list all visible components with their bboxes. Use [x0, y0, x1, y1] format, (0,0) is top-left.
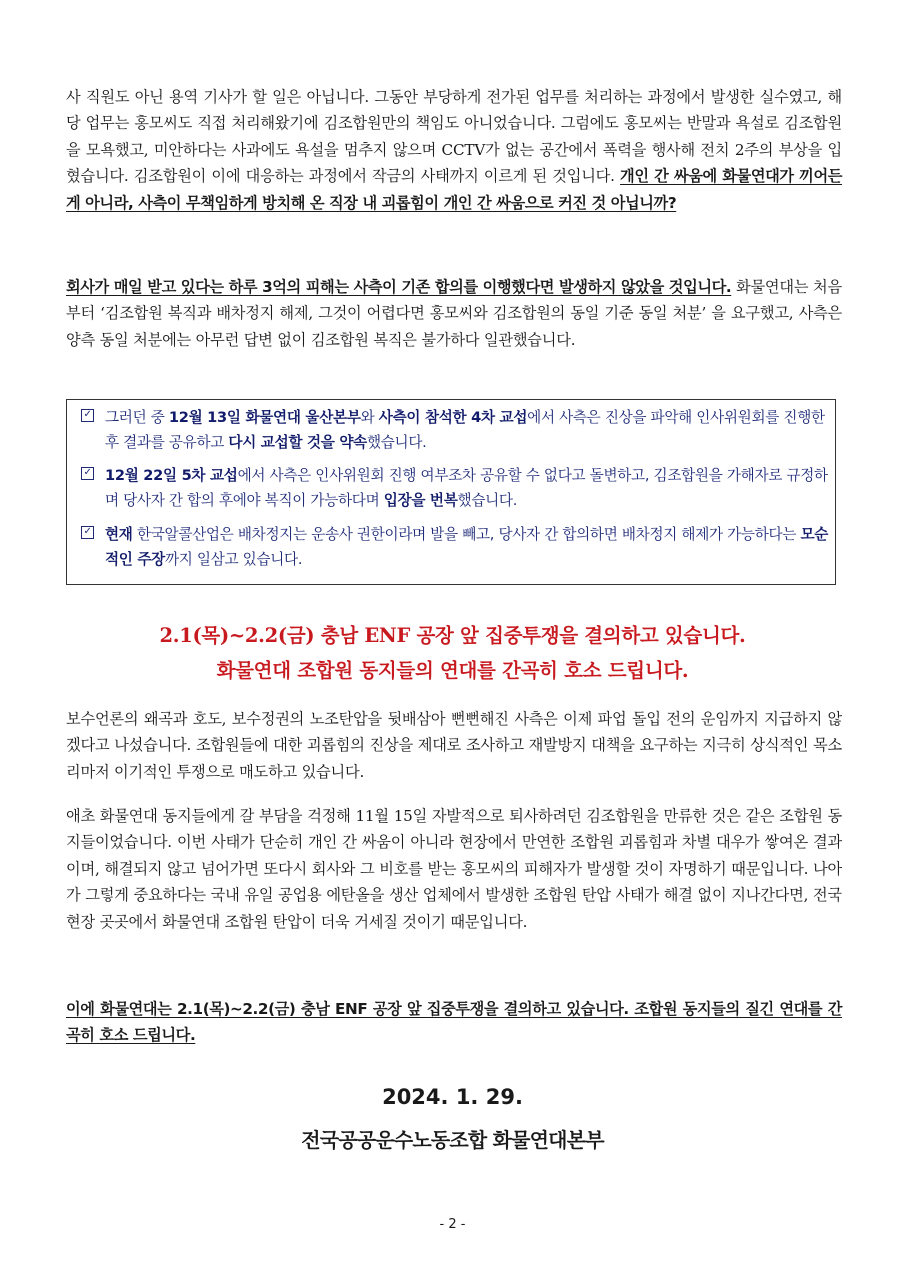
checkbox-checked-icon: ✓ [81, 526, 94, 539]
summary-highlight: 사측이 참석한 4차 교섭 [378, 409, 528, 426]
document-date: 2024. 1. 29. [382, 1085, 523, 1109]
summary-item-2 [81, 463, 829, 513]
paragraph-conservative-media: 보수언론의 왜곡과 호도, 보수정권의 노조탄압을 뒷배삼아 뻔뻔해진 사측은 이제 파업 돌입 전의 운임까지 지급하지 않겠다고 나섰습니다. 조합원들에 대한 괴롭힘의 진상을 제대로 조사하고 재발방지 대책을 요구하는 지극히 상식적인 목소리마저 이기적인 투쟁으로 매도하고 있습니다. [66, 710, 842, 781]
checkbox-checked-icon: ✓ [81, 467, 94, 480]
headline-line-1: 2.1(목)~2.2(금) 충남 ENF 공장 앞 집중투쟁을 결의하고 있습니다. [159, 624, 746, 647]
checkbox-checked-icon: ✓ [81, 409, 94, 422]
summary-text: 에서 사측은 진상을 파악해 인사위원회를 진행한 후 결과를 공유하고 [105, 409, 825, 451]
paragraph-damage-emphasis: 회사가 매일 받고 있다는 하루 3억의 피해는 사측이 기존 합의를 이행했다면 발생하지 않았을 것입니다. [66, 278, 732, 296]
summary-text: 에서 사측은 인사위원회 진행 여부조차 공유할 수 없다고 돌변하고, 김조합원을 가해자로 규정하며 당사자 간 합의 후에야 복직이 가능하다며 [105, 467, 828, 509]
paragraph-incident-text: 사 직원도 아닌 용역 기사가 할 일은 아닙니다. 그동안 부당하게 전가된 업무를 처리하는 과정에서 발생한 실수였고, 해당 업무는 홍모씨도 직접 처리해왔기에 김조합원만의 책임도 아니었습니다. 그럼에도 홍모씨는 반말과 욕설로 김조합원을 모욕했고, 미안하다는 사과에도 욕설을 멈추지 않으며 CCTV가 없는 공간에서 폭력을 행사해 전치 2주의 부상을 입혔습니다. 김조합원이 이에 대응하는 과정에서 작금의 사태까지 이르게 된 것입니다. [66, 88, 842, 186]
paragraph-background: 애초 화물연대 동지들에게 갈 부담을 걱정해 11월 15일 자발적으로 퇴사하려던 김조합원을 만류한 것은 같은 조합원 동지들이었습니다. 이번 사태가 단순히 개인 간 싸움이 아니라 현장에서 만연한 조합원 괴롭힘과 차별 대우가 쌓여온 결과이며, 해결되지 않고 넘어가면 또다시 회사와 그 비호를 받는 홍모씨의 피해자가 발생할 것이 자명하기 때문입니다. 나아가 그렇게 중요하다는 국내 유일 공업용 에탄올을 생산 업체에서 발생한 조합원 탄압 사태가 해결 없이 지나간다면, 전국 현장 곳곳에서 화물연대 조합원 탄압이 더욱 거세질 것이기 때문입니다. [66, 807, 842, 931]
summary-highlight: 현재 [105, 526, 133, 543]
paragraph-incident-emphasis: 개인 간 싸움에 화물연대가 끼어든 게 아니라, 사측이 무책임하게 방치해 온 직장 내 괴롭힘이 개인 간 싸움으로 커진 것 아닙니까? [66, 167, 842, 212]
summary-highlight: 12월 13일 화물연대 울산본부 [168, 409, 361, 426]
summary-text: 까지 일삼고 있습니다. [164, 551, 303, 568]
headline-line-2: 화물연대 조합원 동지들의 연대를 간곡히 호소 드립니다. [216, 659, 689, 682]
summary-text: 와 [360, 409, 379, 426]
summary-text: 했습니다. [366, 434, 427, 451]
page-number: - 2 - [439, 1217, 466, 1232]
organization-name: 전국공공운수노동조합 화물연대본부 [301, 1128, 604, 1152]
summary-item-1 [81, 405, 829, 455]
paragraph-appeal [66, 996, 842, 1049]
paragraph-damage [66, 274, 842, 353]
summary-text: 했습니다. [457, 492, 518, 509]
summary-highlight: 12월 22일 5차 교섭 [105, 467, 238, 484]
negotiation-summary-box [66, 399, 836, 585]
summary-text: 한국알콜산업은 배차정지는 운송사 권한이라며 발을 빼고, 당사자 간 합의하면 배차정지 해제가 가능하다는 [132, 526, 801, 543]
summary-highlight: 입장을 번복 [383, 492, 458, 509]
summary-item-3-text [105, 522, 829, 572]
summary-item-1-text [105, 405, 829, 455]
summary-item-2-text [105, 463, 829, 513]
paragraph-damage-text: 화물연대는 처음부터 ‘김조합원 복직과 배차정지 해제, 그것이 어렵다면 홍모씨와 김조합원의 동일 기준 동일 처분’ 을 요구했고, 사측은 양측 동일 처분에는 아무런 답변 없이 김조합원 복직은 불가하다 일관했습니다. [66, 278, 842, 349]
paragraph-appeal-emphasis: 이에 화물연대는 2.1(목)~2.2(금) 충남 ENF 공장 앞 집중투쟁을 결의하고 있습니다. 조합원 동지들의 질긴 연대를 간곡히 호소 드립니다. [66, 1000, 842, 1045]
summary-highlight: 다시 교섭할 것을 약속 [228, 434, 367, 451]
summary-item-3 [81, 522, 829, 572]
paragraph-incident [66, 84, 842, 216]
summary-highlight: 모순적인 주장 [105, 526, 829, 568]
summary-text: 그러던 중 [105, 409, 169, 426]
